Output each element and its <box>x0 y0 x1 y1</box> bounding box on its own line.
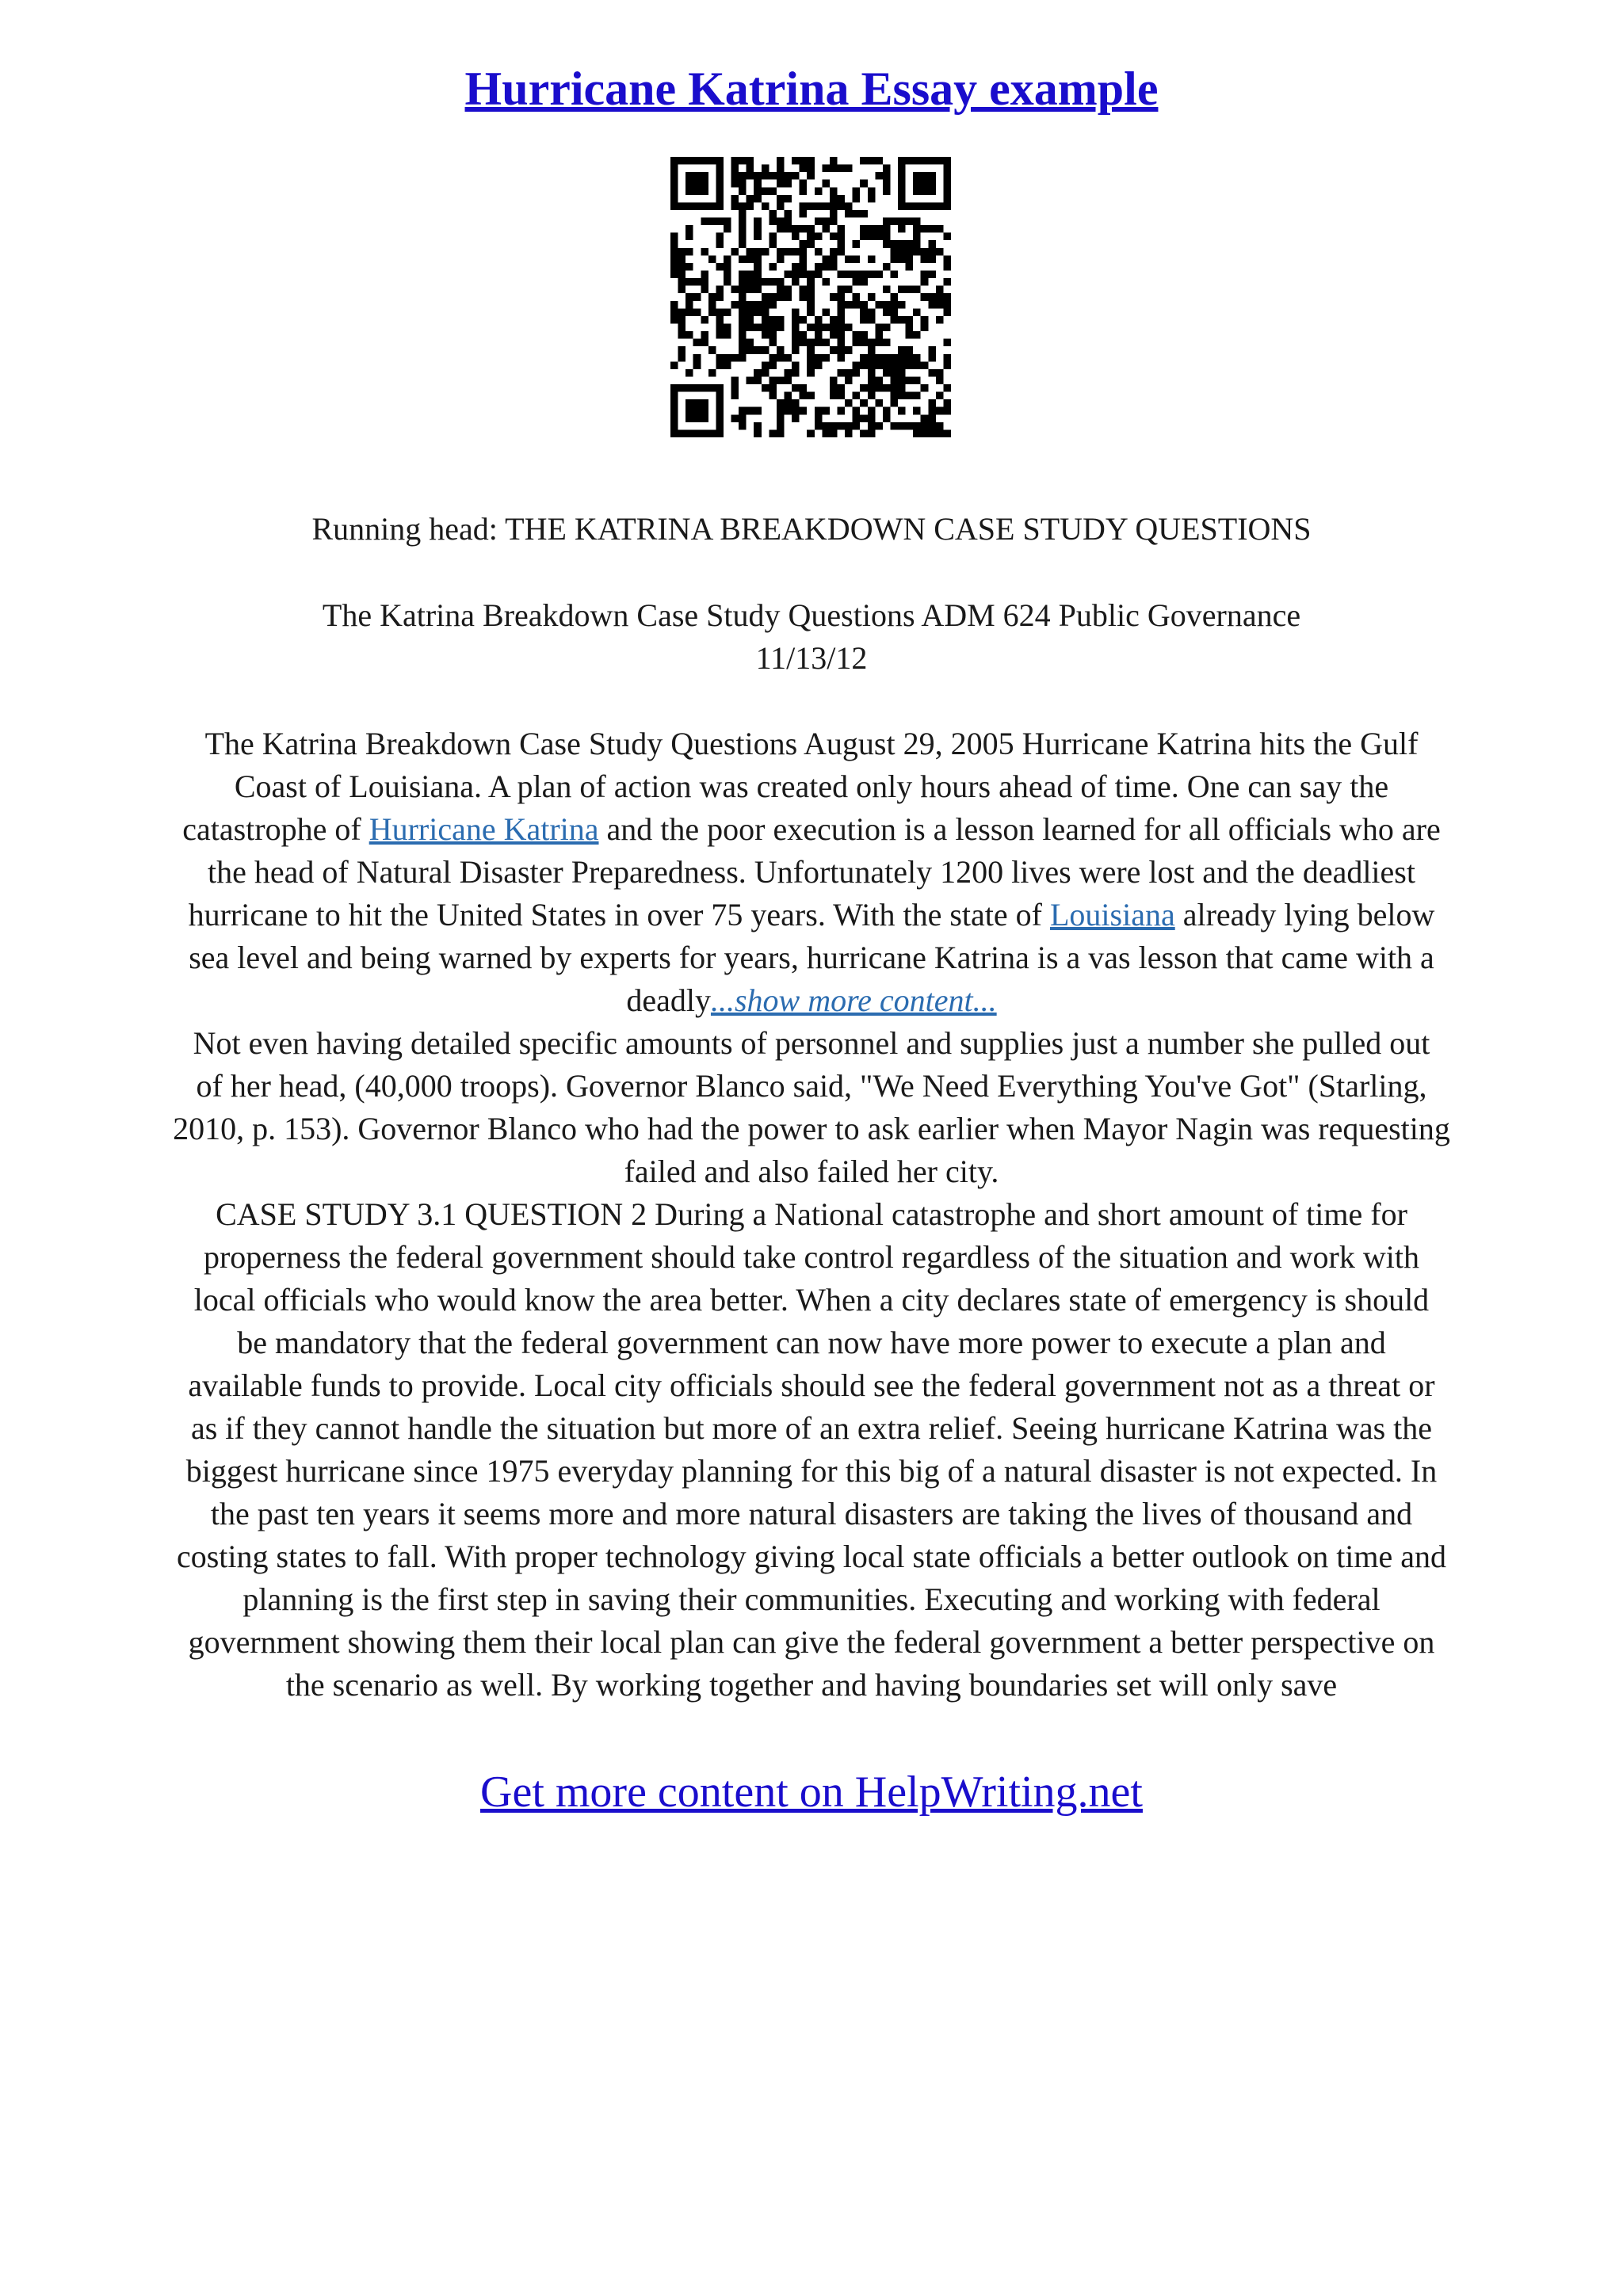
footer <box>0 1764 1623 1821</box>
subtitle-line: The Katrina Breakdown Case Study Questions ADM 624 Public Governance <box>322 597 1301 633</box>
paragraph-1-line <box>55 894 1568 936</box>
qr-code-icon <box>670 157 951 437</box>
paragraph-1-line <box>55 808 1568 851</box>
paragraph-3-line: properness the federal government should take control regardless of the situation and work with <box>203 1239 1419 1275</box>
paragraph-2-line: failed and also failed her city. <box>624 1154 999 1189</box>
paragraph-3-line: available funds to provide. Local city officials should see the federal government not as a threat or <box>188 1367 1435 1403</box>
louisiana-link[interactable]: Louisiana <box>1049 897 1175 933</box>
paragraph-1-line: The Katrina Breakdown Case Study Questions August 29, 2005 Hurricane Katrina hits the Gulf <box>204 726 1419 761</box>
paragraph-1-line: the head of Natural Disaster Preparedness. Unfortunately 1200 lives were lost and the deadliest <box>208 854 1415 890</box>
show-more-link[interactable]: ...show more content... <box>710 982 997 1018</box>
paragraph-3-line: be mandatory that the federal government can now have more power to execute a plan and <box>237 1325 1386 1360</box>
paragraph-3-line: CASE STUDY 3.1 QUESTION 2 During a National catastrophe and short amount of time for <box>216 1196 1407 1232</box>
running-head: Running head: THE KATRINA BREAKDOWN CASE STUDY QUESTIONS <box>311 511 1312 547</box>
date-line: 11/13/12 <box>755 640 868 676</box>
text-run: hurricane to hit the United States in over 75 years. With the state of <box>188 897 1050 933</box>
paragraph-2-line: 2010, p. 153). Governor Blanco who had the power to ask earlier when Mayor Nagin was requesting <box>173 1111 1450 1146</box>
text-run: catastrophe of <box>182 811 369 847</box>
paragraph-3-line: biggest hurricane since 1975 everyday planning for this big of a natural disaster is not expected. In <box>185 1453 1438 1489</box>
paragraph-3-line: the past ten years it seems more and more natural disasters are taking the lives of thousand and <box>210 1496 1413 1531</box>
hurricane-katrina-link[interactable]: Hurricane Katrina <box>369 811 599 847</box>
paragraph-1-line <box>55 979 1568 1022</box>
text-run: deadly <box>626 982 711 1018</box>
text-run: already lying below <box>1174 897 1435 933</box>
paragraph-3-line: costing states to fall. With proper technology giving local state officials a better outlook on time and <box>176 1539 1447 1574</box>
paragraph-2-line: of her head, (40,000 troops). Governor Blanco said, "We Need Everything You've Got" (Starling, <box>196 1068 1427 1104</box>
paragraph-3-line: local officials who would know the area better. When a city declares state of emergency is should <box>193 1282 1430 1318</box>
text-run: and the poor execution is a lesson learned for all officials who are <box>598 811 1441 847</box>
paragraph-3-line: as if they cannot handle the situation but more of an extra relief. Seeing hurricane Katrina was the <box>190 1410 1433 1446</box>
paragraph-3-line: the scenario as well. By working together and having boundaries set will only save <box>285 1667 1338 1703</box>
helpwriting-link[interactable]: Get more content on HelpWriting.net <box>480 1768 1143 1817</box>
paragraph-1-line: Coast of Louisiana. A plan of action was created only hours ahead of time. One can say the <box>234 769 1389 804</box>
title-link[interactable]: Hurricane Katrina Essay example <box>464 63 1159 115</box>
paragraph-1-line: sea level and being warned by experts for years, hurricane Katrina is a vas lesson that came with a <box>189 940 1434 975</box>
page-title <box>0 57 1623 120</box>
paragraph-2-line: Not even having detailed specific amounts of personnel and supplies just a number she pulled out <box>193 1025 1430 1061</box>
paragraph-3-line: government showing them their local plan can give the federal government a better perspective on <box>188 1624 1435 1660</box>
paragraph-3-line: planning is the first step in saving their communities. Executing and working with federal <box>242 1581 1381 1617</box>
